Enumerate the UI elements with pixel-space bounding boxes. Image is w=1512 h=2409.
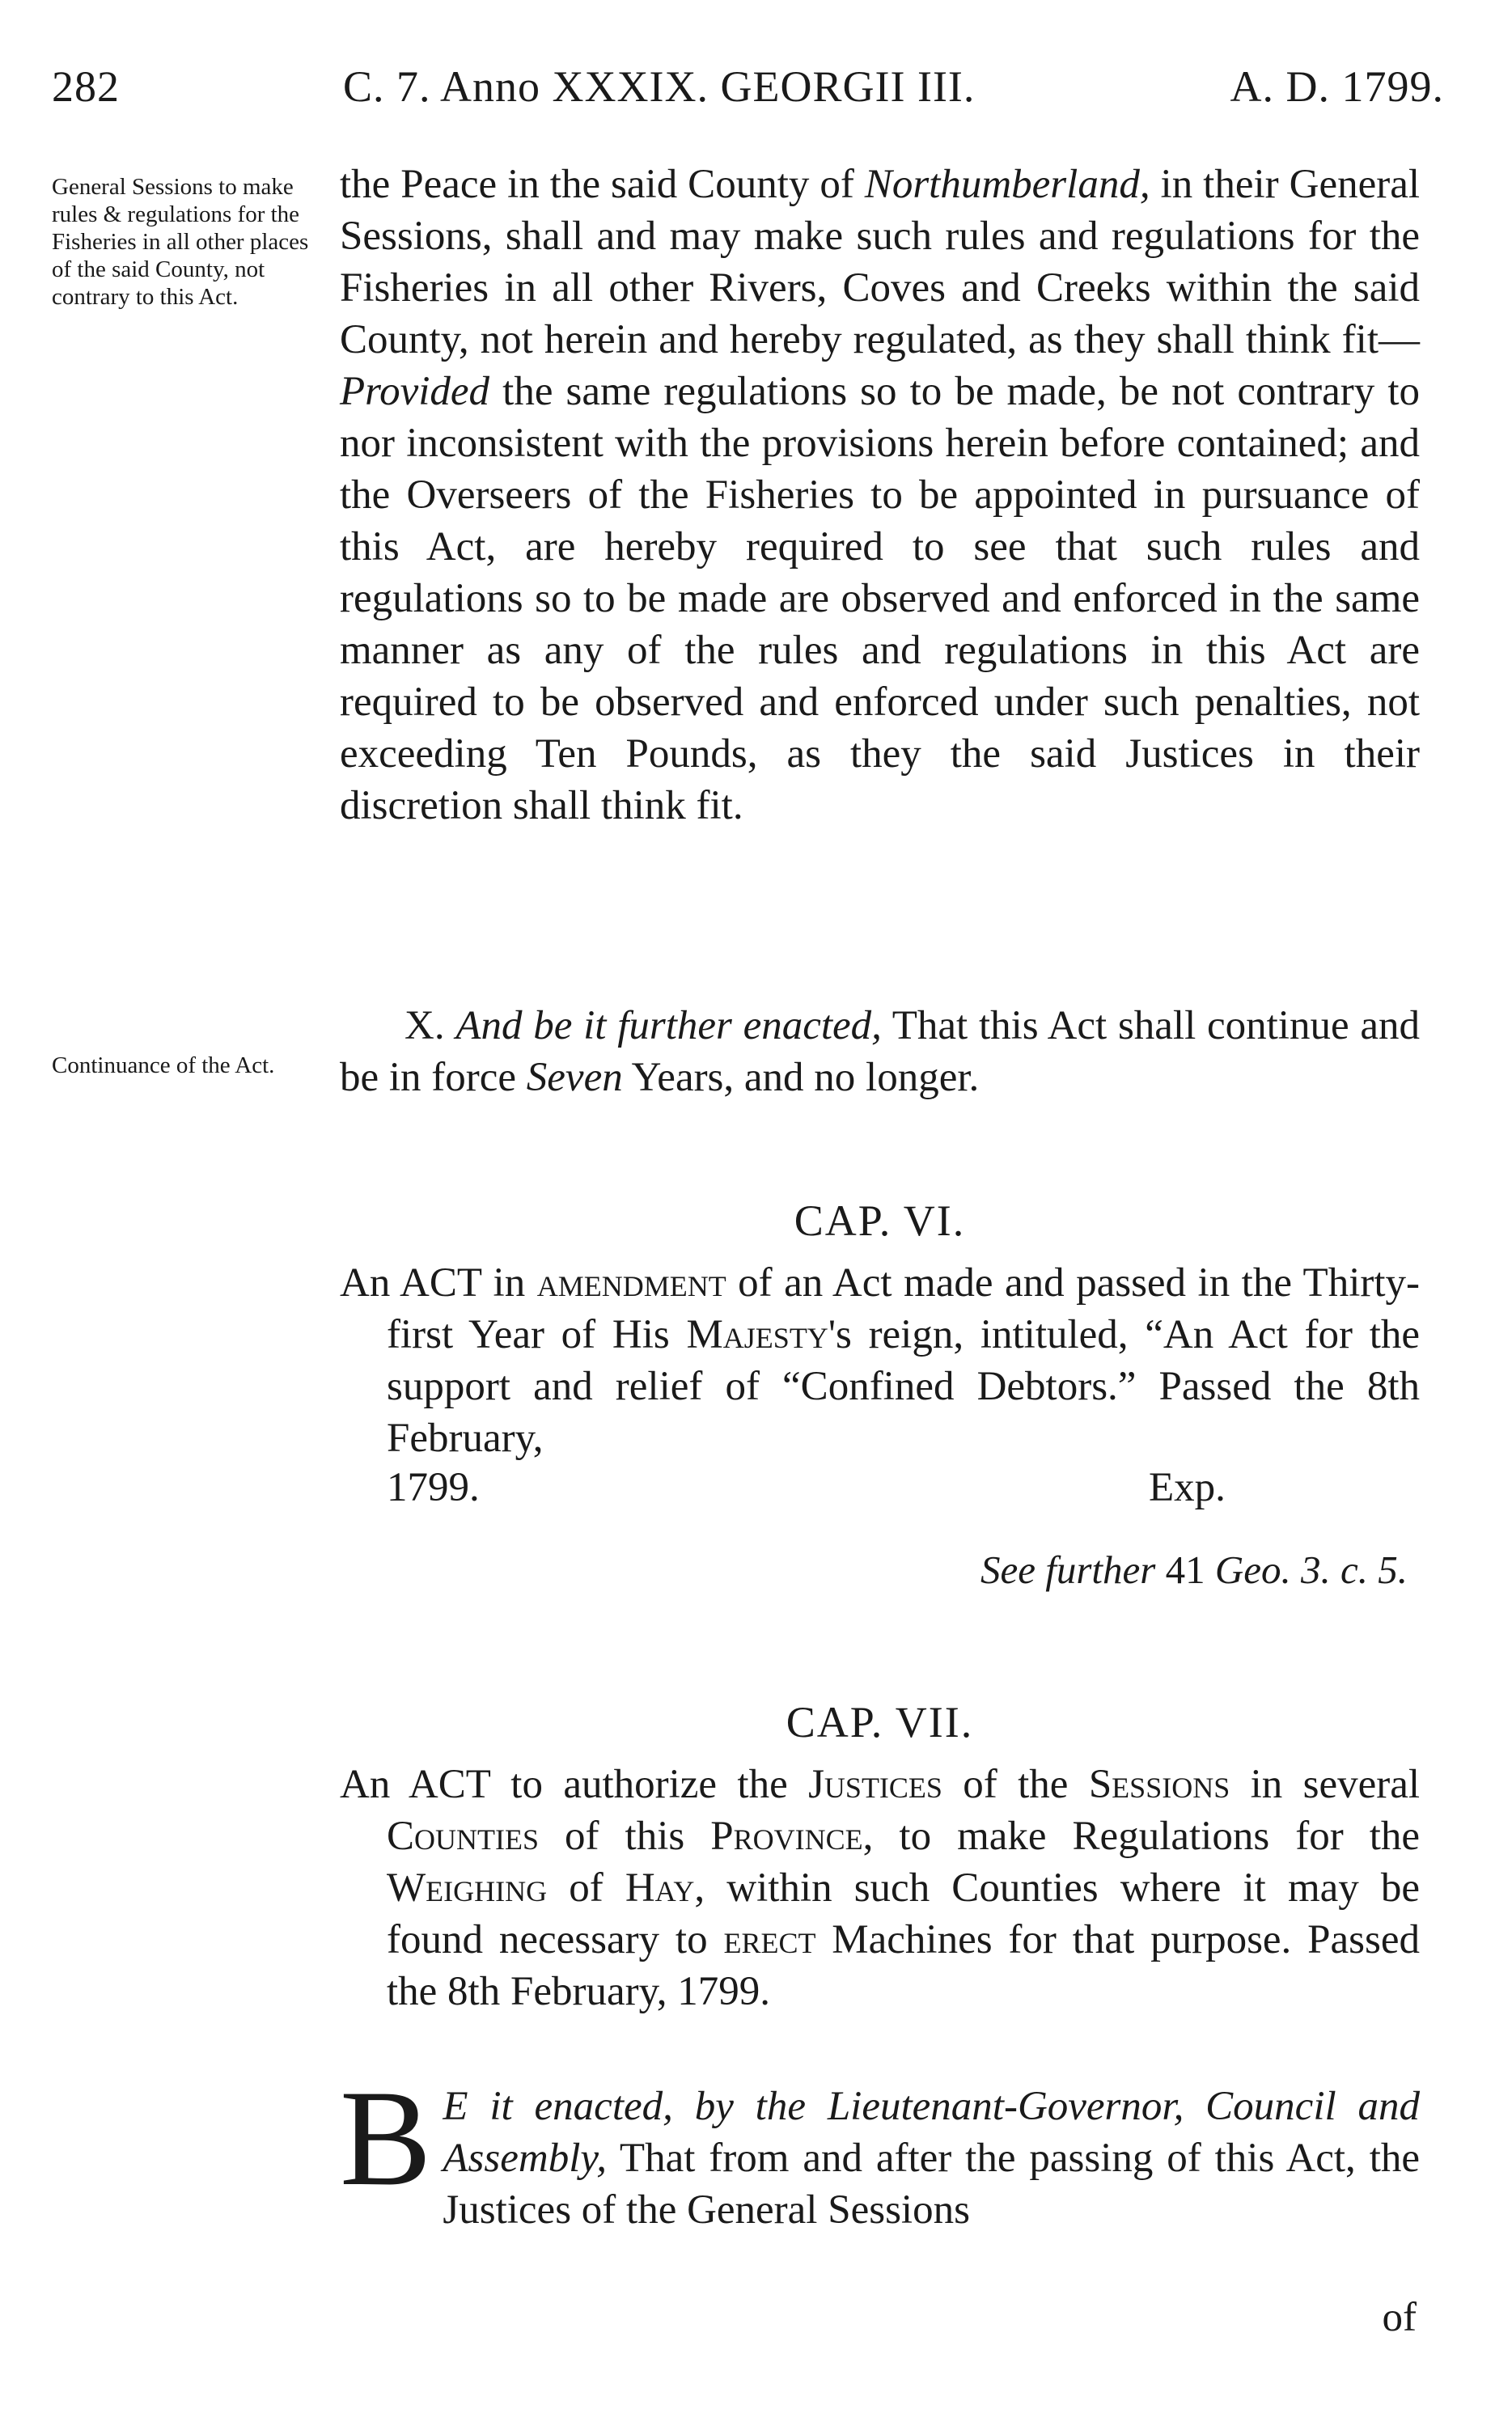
section-ix-text: the Peace in the said County of Northumberland, in their General Sessions, shall and may make such rules and regulations for the Fisheries in all other Rivers, Coves and Creeks within the said County, not herein and hereby regulated, as they shall think fit—Provided the same regulations so to be made, be not contrary to nor inconsistent with the provisions herein before contained; and the Overseers of the Fisheries to be appointed in pursuance of this Act, are hereby required to see that such rules and regulations so to be made are observed and enforced in the same manner as any of the rules and regulations in this Act are required to be observed and enforced under such penalties, not exceeding Ten Pounds, as they the said Justices in their discretion shall think fit. [340,162,1420,828]
cap-vii-title: An ACT to authorize the Justices of the Sessions in several Counties of this Province, to make Regulations for the Weighing of Hay, within such Counties where it may be found necessary to erect Machines for that purpose. Passed the 8th February, 1799. [340,1762,1421,2014]
sidenote-general-sessions: General Sessions to make rules & regulations for the Fisheries in all other places of the said County, not contrary to this Act. [52,174,309,310]
see-further-reference: See further 41 Geo. 3. c. 5. [980,1547,1408,1592]
section-x-text: X. And be it further enacted, That this Act shall continue and be in force Seven Years, and no longer. [340,1003,1420,1100]
cap-vii-heading: CAP. VII. [786,1698,974,1746]
cap-vii-enacting-clause: B E it enacted, by the Lieutenant-Governor, Council and Assembly, That from and after the passing of this Act, the Justices of the General Sessions [340,2062,1420,2233]
running-head [52,61,1444,118]
county-name: Northumberland, [864,162,1150,207]
catchword: of [1382,2295,1417,2340]
running-title: C. 7. Anno XXXIX. GEORGII III. [343,62,976,111]
cap-vi-year-line: 1799. Exp. [387,1465,1226,1510]
cap-vi-title: An ACT in amendment of an Act made and passed in the Thirty-first Year of His Majesty's reign, intituled, “An Act for the support and relief of “Confined Debtors.” Passed the 8th February, [340,1260,1420,1461]
drop-cap: B [340,2062,432,2214]
provided-word: Provided [340,369,490,414]
running-year: A. D. 1799. [1230,62,1444,111]
sidenote-continuance: Continuance of the Act. [52,1052,275,1078]
cap-vi-heading: CAP. VI. [794,1196,966,1245]
section-number: X. [404,1003,445,1048]
page-number: 282 [52,62,120,111]
expired-note: Exp. [1149,1465,1226,1510]
